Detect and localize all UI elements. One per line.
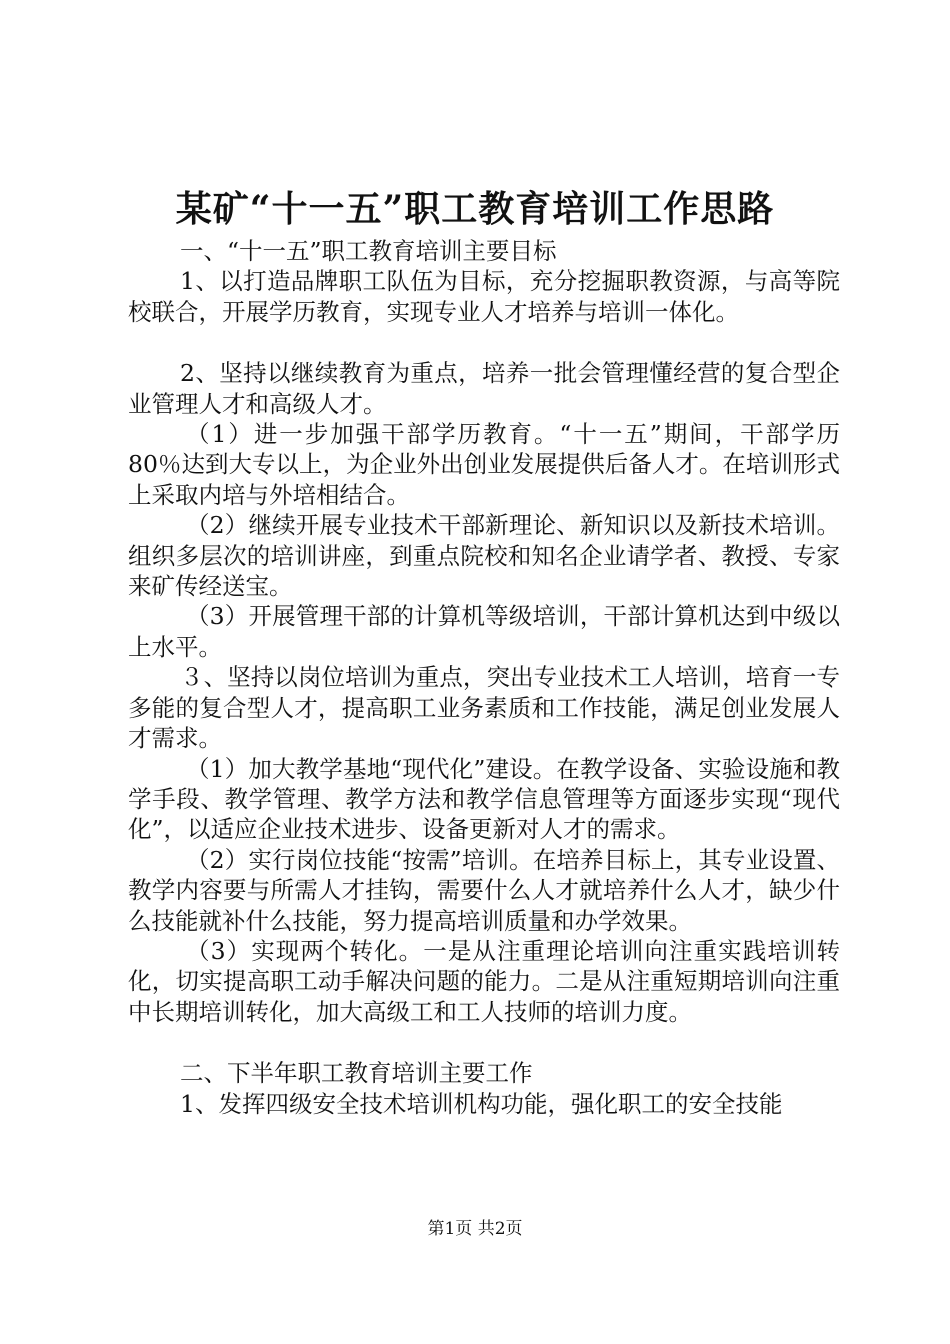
section-heading-2: 二、下半年职工教育培训主要工作	[180, 1059, 533, 1088]
paragraph-goal-2-item-2: （2）继续开展专业技术干部新理论、新知识以及新技术培训。组织多层次的培训讲座，到重点院校和知名企业请学者、教授、专家来矿传经送宝。	[128, 511, 840, 601]
paragraph-goal-3-item-3: （3）实现两个转化。一是从注重理论培训向注重实践培训转化，切实提高职工动手解决问题的能力。二是从注重短期培训向注重中长期培训转化，加大高级工和工人技师的培训力度。	[128, 936, 840, 1026]
document-body	[128, 236, 840, 1119]
paragraph-goal-3-item-2: （2）实行岗位技能“按需”培训。在培养目标上，其专业设置、教学内容要与所需人才挂钩，需要什么人才就培养什么人才，缺少什么技能就补什么技能，努力提高培训质量和办学效果。	[128, 845, 840, 935]
document-title: 某矿“十一五”职工教育培训工作思路	[175, 188, 775, 230]
section-heading-1: 一、“十一五”职工教育培训主要目标	[180, 237, 557, 265]
paragraph-work-1: 1、发挥四级安全技术培训机构功能，强化职工的安全技能	[180, 1089, 783, 1118]
paragraph-goal-1: 1、以打造品牌职工队伍为目标，充分挖掘职教资源，与高等院校联合，开展学历教育，实现专业人才培养与培训一体化。	[128, 267, 840, 326]
paragraph-goal-2-item-3: （3）开展管理干部的计算机等级培训，干部计算机达到中级以上水平。	[128, 602, 840, 661]
paragraph-goal-3-item-1: （1）加大教学基地“现代化”建设。在教学设备、实验设施和教学手段、教学管理、教学方法和教学信息管理等方面逐步实现“现代化”，以适应企业技术进步、设备更新对人才的需求。	[128, 754, 840, 844]
paragraph-goal-2: 2、坚持以继续教育为重点，培养一批会管理懂经营的复合型企业管理人才和高级人才。	[128, 359, 840, 418]
paragraph-goal-2-item-1: （1）进一步加强干部学历教育。“十一五”期间，干部学历80％达到大专以上，为企业外出创业发展提供后备人才。在培训形式上采取内培与外培相结合。	[128, 420, 840, 509]
paragraph-spacer	[128, 327, 840, 358]
paragraph-goal-3: ３、坚持以岗位培训为重点，突出专业技术工人培训，培育一专多能的复合型人才，提高职工业务素质和工作技能，满足创业发展人才需求。	[128, 663, 840, 753]
paragraph-spacer	[128, 1027, 840, 1058]
page-footer: 第1页 共2页	[427, 1219, 523, 1239]
